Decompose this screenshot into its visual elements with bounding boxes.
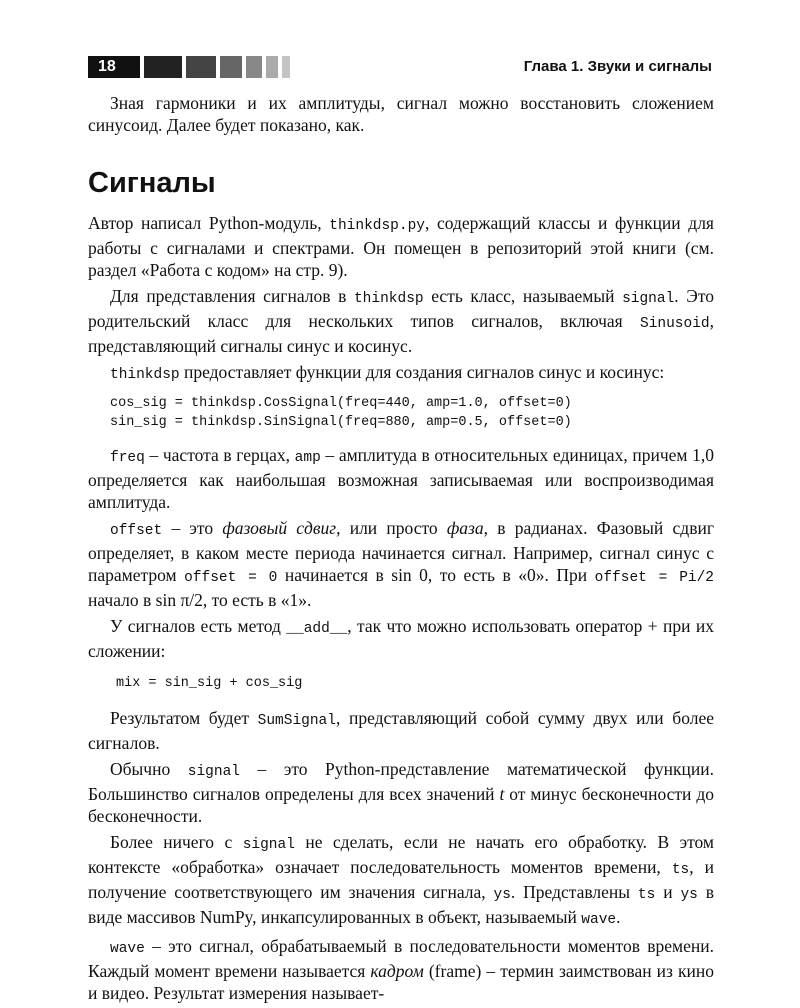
inline-code: ys bbox=[493, 887, 511, 903]
inline-code: Sinusoid bbox=[640, 316, 710, 332]
inline-code: freq bbox=[110, 450, 145, 466]
inline-code: signal bbox=[622, 291, 675, 307]
inline-code: ys bbox=[680, 887, 698, 903]
emphasis: t bbox=[499, 784, 505, 804]
inline-code: __add__ bbox=[286, 621, 348, 637]
inline-code: amp bbox=[294, 450, 321, 466]
emphasis: кадром bbox=[370, 961, 424, 981]
chapter-title: Глава 1. Звуки и сигналы bbox=[523, 58, 712, 75]
header-bar-1 bbox=[144, 56, 182, 78]
header-bar-4 bbox=[246, 56, 262, 78]
inline-code: wave bbox=[110, 941, 145, 957]
paragraph-4: freq – частота в герцах, amp – амплитуда в относительных единицах, причем 1,0 определяется как наибольшая возможная записываемая или воспроизводимая амплитуда. bbox=[88, 445, 714, 512]
header-bar-6 bbox=[282, 56, 290, 78]
section-title: Сигналы bbox=[88, 167, 216, 199]
paragraph-8: Обычно signal – это Python-представление математической функции. Большинство сигналов определены для всех значений t от минус бесконечности до бесконечности. bbox=[88, 759, 714, 826]
header-bar-5 bbox=[266, 56, 278, 78]
inline-code: wave bbox=[581, 912, 617, 928]
code-block-2: mix = sin_sig + cos_sig bbox=[116, 676, 303, 691]
paragraph-9: Более ничего с signal не сделать, если не начать его обработку. В этом контексте «обработка» означает последовательность моментов времени, ts, и получение соответствующего им значения сигнала, ys. Представлены ts и ys в виде массивов NumPy, инкапсулированных в объект, называемый wave. bbox=[88, 832, 714, 928]
inline-code: ts bbox=[671, 862, 690, 878]
paragraph-6: У сигналов есть метод __add__, так что можно использовать оператор + при их сложении: bbox=[88, 616, 714, 661]
paragraph-5: offset – это фазовый сдвиг, или просто фаза, в радианах. Фазовый сдвиг определяет, в каком месте периода начинается сигнал. Например, сигнал синус с параметром offset = 0 начинается в sin 0, то есть в «0». При offset = Pi/2 начало в sin π/2, то есть в «1». bbox=[88, 518, 715, 610]
inline-code: thinkdsp bbox=[110, 367, 180, 383]
inline-code: thinkdsp bbox=[353, 291, 424, 307]
intro-paragraph: Зная гармоники и их амплитуды, сигнал можно восстановить сложением синусоид. Далее будет показано, как. bbox=[88, 93, 714, 135]
page-body bbox=[88, 92, 714, 1008]
emphasis: фазовый сдвиг bbox=[222, 518, 337, 538]
paragraph-7: Результатом будет SumSignal, представляющий собой сумму двух или более сигналов. bbox=[88, 708, 714, 753]
paragraph-10: wave – это сигнал, обрабатываемый в последовательности моментов времени. Каждый момент времени называется кадром (frame) – термин заимствован из кино и видео. Результат измерения называет- bbox=[88, 936, 715, 1003]
code-line: cos_sig = thinkdsp.CosSignal(freq=440, amp=1.0, offset=0) bbox=[110, 396, 572, 411]
inline-code: signal bbox=[242, 837, 295, 853]
paragraph-1: Автор написал Python-модуль, thinkdsp.py, содержащий классы и функции для работы с сигналами и спектрами. Он помещен в репозиторий этой книги (см. раздел «Работа с кодом» на стр. 9). bbox=[88, 213, 714, 280]
emphasis: фаза bbox=[446, 518, 484, 538]
header-bar-3 bbox=[220, 56, 242, 78]
paragraph-3: thinkdsp предоставляет функции для создания сигналов синус и косинус: bbox=[110, 362, 665, 383]
code-line: sin_sig = thinkdsp.SinSignal(freq=880, amp=0.5, offset=0) bbox=[110, 415, 572, 430]
inline-code: ts bbox=[637, 887, 656, 903]
page-number: 18 bbox=[88, 56, 140, 78]
inline-code: offset bbox=[110, 523, 163, 539]
inline-code: offset = 0 bbox=[184, 570, 278, 586]
paragraph-2: Для представления сигналов в thinkdsp есть класс, называемый signal. Это родительский класс для нескольких типов сигналов, включая Sinusoid, представляющий сигналы синус и косинус. bbox=[88, 286, 714, 356]
inline-code: thinkdsp.py bbox=[329, 218, 425, 234]
page-header bbox=[88, 56, 712, 78]
code-block-1 bbox=[88, 394, 714, 432]
inline-code: offset = Pi/2 bbox=[594, 570, 715, 586]
inline-code: signal bbox=[187, 764, 240, 780]
inline-code: SumSignal bbox=[257, 713, 336, 729]
header-bar-2 bbox=[186, 56, 216, 78]
